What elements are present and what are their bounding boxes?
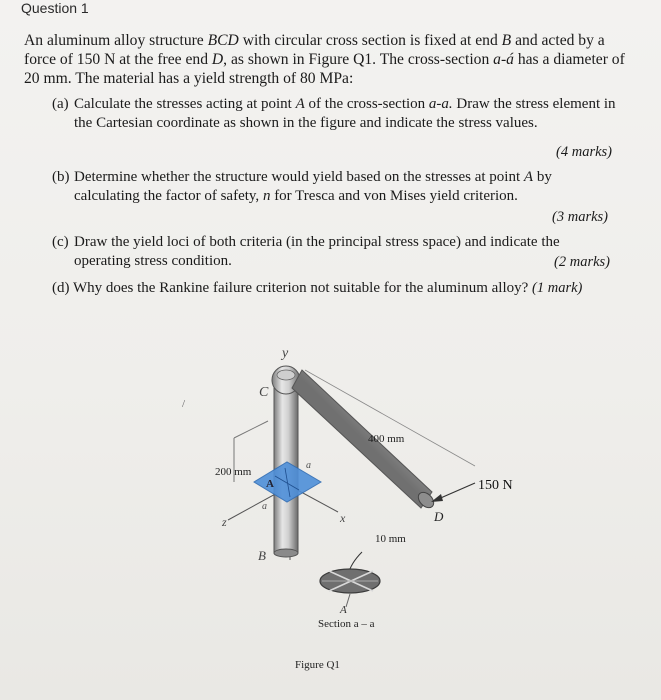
part-d-marks: (1 mark) — [532, 280, 583, 296]
part-d: (d) Why does the Rankine failure criterion not suitable for the aluminum alloy? (1 mark) — [52, 280, 583, 296]
label-10mm: 10 mm — [375, 533, 406, 545]
part-a: (a) Calculate the stresses acting at point A of the cross-section a-a. Draw the stress element in the Cartesian coordinate as shown in the figure and indicate the stress values. (4 marks) — [52, 95, 620, 133]
label-a-upper: a — [306, 460, 311, 471]
part-c: (c) Draw the yield loci of both criteria (in the principal stress space) and indicate the operating stress condition. (2 marks) — [52, 233, 620, 271]
part-b: (b) Determine whether the structure would yield based on the stresses at point A by calculating the factor of safety, n for Tresca and von Mises yield criterion. (3 marks) — [52, 168, 620, 206]
label-400mm: 400 mm — [368, 433, 405, 445]
question-intro: An aluminum alloy structure BCD with circular cross section is fixed at end B and acted by a force of 150 N at the free end D, as shown in Figure Q1. The cross-section a-á has a diameter of 20 mm. The material has a yield strength of 80 MPa: — [24, 32, 625, 87]
stray-mark: / — [182, 398, 186, 410]
part-c-marks: (2 marks) — [554, 254, 610, 270]
part-a-text: Calculate the stresses acting at point A of the cross-section a-a. Draw the stress element in the Cartesian coordinate as shown in the figure and indicate the stress values. — [74, 96, 616, 131]
label-y: y — [282, 346, 289, 361]
label-b: B — [258, 548, 266, 563]
part-d-text: Why does the Rankine failure criterion not suitable for the aluminum alloy? — [72, 280, 529, 296]
label-c: C — [259, 385, 269, 400]
part-b-text: Determine whether the structure would yield based on the stresses at point A by calculating the factor of safety, n for Tresca and von Mises yield criterion. — [74, 169, 552, 204]
section-caption: Section a – a — [318, 618, 375, 630]
label-a-lower: a — [262, 501, 267, 512]
part-b-marks: (3 marks) — [552, 209, 608, 225]
label-x: x — [340, 511, 346, 525]
label-d: D — [434, 509, 444, 524]
diagonal-member — [292, 370, 432, 508]
label-200mm: 200 mm — [215, 466, 252, 478]
figure-caption: Figure Q1 — [295, 659, 340, 671]
part-a-marks: (4 marks) — [556, 144, 612, 160]
label-point-a: A — [266, 478, 274, 490]
label-z: z — [222, 515, 227, 529]
question-title: Question 1 — [21, 0, 89, 16]
label-section-point-a: A — [340, 604, 347, 616]
part-c-text: Draw the yield loci of both criteria (in the principal stress space) and indicate the operating stress condition. — [74, 234, 560, 269]
label-150n: 150 N — [478, 478, 513, 493]
